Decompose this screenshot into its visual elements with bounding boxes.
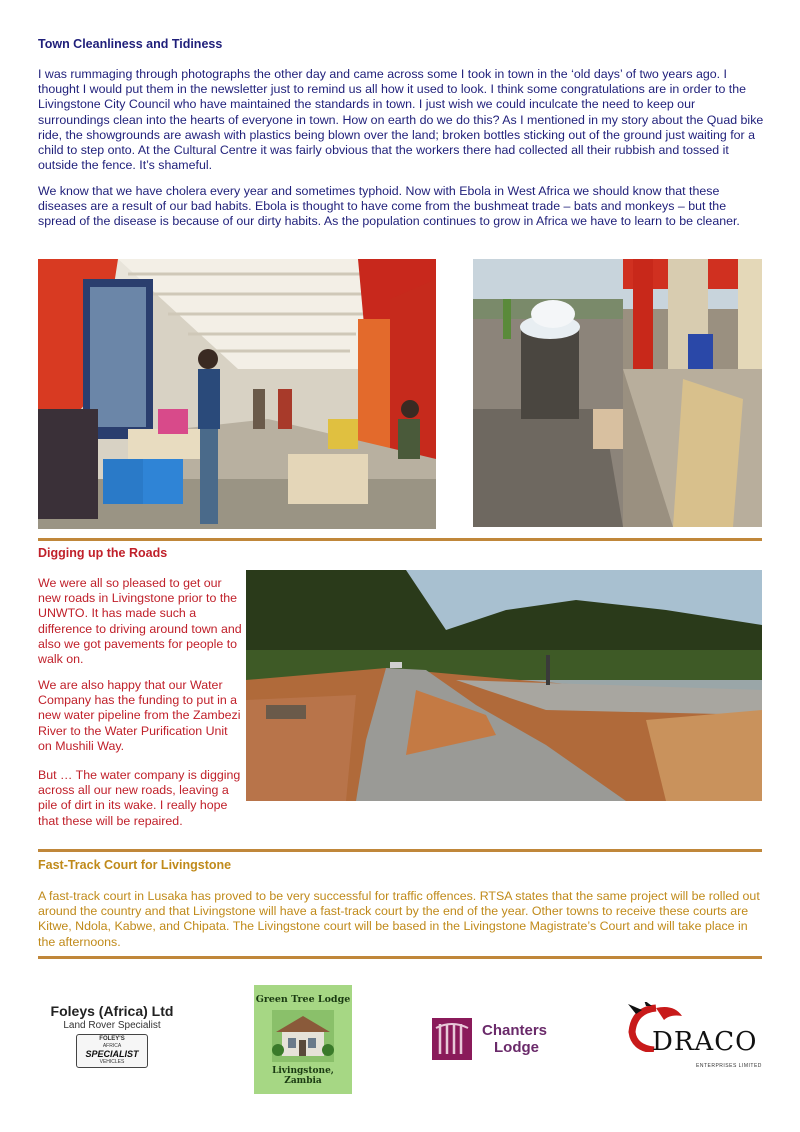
foleys-badge-top: FOLEY'S <box>99 1036 125 1042</box>
section-divider-2 <box>38 849 762 852</box>
foleys-africa-logo <box>42 1003 182 1075</box>
green-tree-lodge-bottom-text: Livingstone, Zambia <box>272 1066 334 1086</box>
fast-track-court-paragraph: A fast-track court in Lusaka has proved to be very successful for traffic offences. RTSA states that the same project will be rolled out around the country and that Livingstone will have a fast-track court by the end of the year. Other towns to receive these courts are Kitwe, Ndola, Kabwe, and Chipata. The Livingstone court will be based in the Livingstone Magistrate’s Court and will take place in the afternoons. <box>38 889 760 949</box>
green-tree-lodge-logo <box>254 985 352 1094</box>
foleys-badge-sub: VEHICLES <box>99 1059 125 1065</box>
town-cleanliness-paragraph-2: We know that we have cholera every year and sometimes typhoid. Now with Ebola in West Africa we should know that these diseases are a result of our bad habits. Ebola is thought to have come from the bushmeat trade – bats and monkeys – but the spread of the disease is because of our dirty habits. As the population continues to grow in Africa we have to learn to be cleaner. <box>38 184 740 229</box>
foleys-specialist-badge <box>76 1034 148 1068</box>
chanters-emblem-icon <box>432 1018 472 1060</box>
section-title-fast-track-court: Fast-Track Court for Livingstone <box>38 858 232 872</box>
market-arcade-photo <box>38 259 436 529</box>
foleys-name: Foleys (Africa) Ltd <box>50 1003 174 1019</box>
digging-roads-paragraph-3: But … The water company is digging across all our new roads, leaving a pile of dirt in its wake. I really hope that these will be repaired. <box>38 768 241 828</box>
digging-roads-paragraph-1: We were all so pleased to get our new roads in Livingstone prior to the UNWTO. It has made such a difference to driving around town and also we got pavements for people to walk on. <box>38 576 242 667</box>
draco-subtitle: ENTERPRISES LIMITED <box>696 1063 762 1069</box>
section-divider-3 <box>38 956 762 959</box>
foleys-badge-mid: AFRICA <box>102 1043 122 1049</box>
green-tree-lodge-top-text: Green Tree Lodge <box>255 994 351 1005</box>
chanters-name-line2: Lodge <box>494 1039 539 1056</box>
section-divider-1 <box>38 538 762 541</box>
draco-enterprises-logo <box>626 1000 762 1080</box>
dug-up-road-photo <box>246 570 762 801</box>
section-title-digging-roads: Digging up the Roads <box>38 546 168 560</box>
lodge-house-icon <box>272 1010 334 1062</box>
foleys-tagline: Land Rover Specialist <box>63 1020 161 1031</box>
digging-roads-paragraph-2: We are also happy that our Water Company has the funding to put in a new water pipeline from the Zambezi River to the Water Purification Unit on Mushili Way. <box>38 678 241 753</box>
rubbish-bin-photo <box>473 259 762 527</box>
section-title-town-cleanliness: Town Cleanliness and Tidiness <box>38 37 223 51</box>
chanters-name-line1: Chanters <box>482 1022 548 1039</box>
town-cleanliness-paragraph-1: I was rummaging through photographs the other day and came across some I took in town in the ‘old days’ of two years ago. I thought I would put them in the newsletter just to remind us all how it used to look. I think some congratulations are in order to the Livingstone City Council who have maintained the standards in town. I just wish we could inculcate the need to keep our surroundings clean into the hearts of everyone in town. How on earth do we do this? As I mentioned in my story about the Quad bike ride, the showgrounds are awash with plastics being blown over the land; broken bottles sticking out of the ground just waiting for a child to step onto. At the Cultural Centre it was fairly obvious that the workers there had collected all their rubbish and tossed it outside the fence. It’s shameful. <box>38 67 764 173</box>
draco-name: DRACO <box>652 1027 758 1057</box>
foleys-badge-main: SPECIALIST <box>85 1049 139 1059</box>
chanters-lodge-logo <box>430 1015 568 1063</box>
